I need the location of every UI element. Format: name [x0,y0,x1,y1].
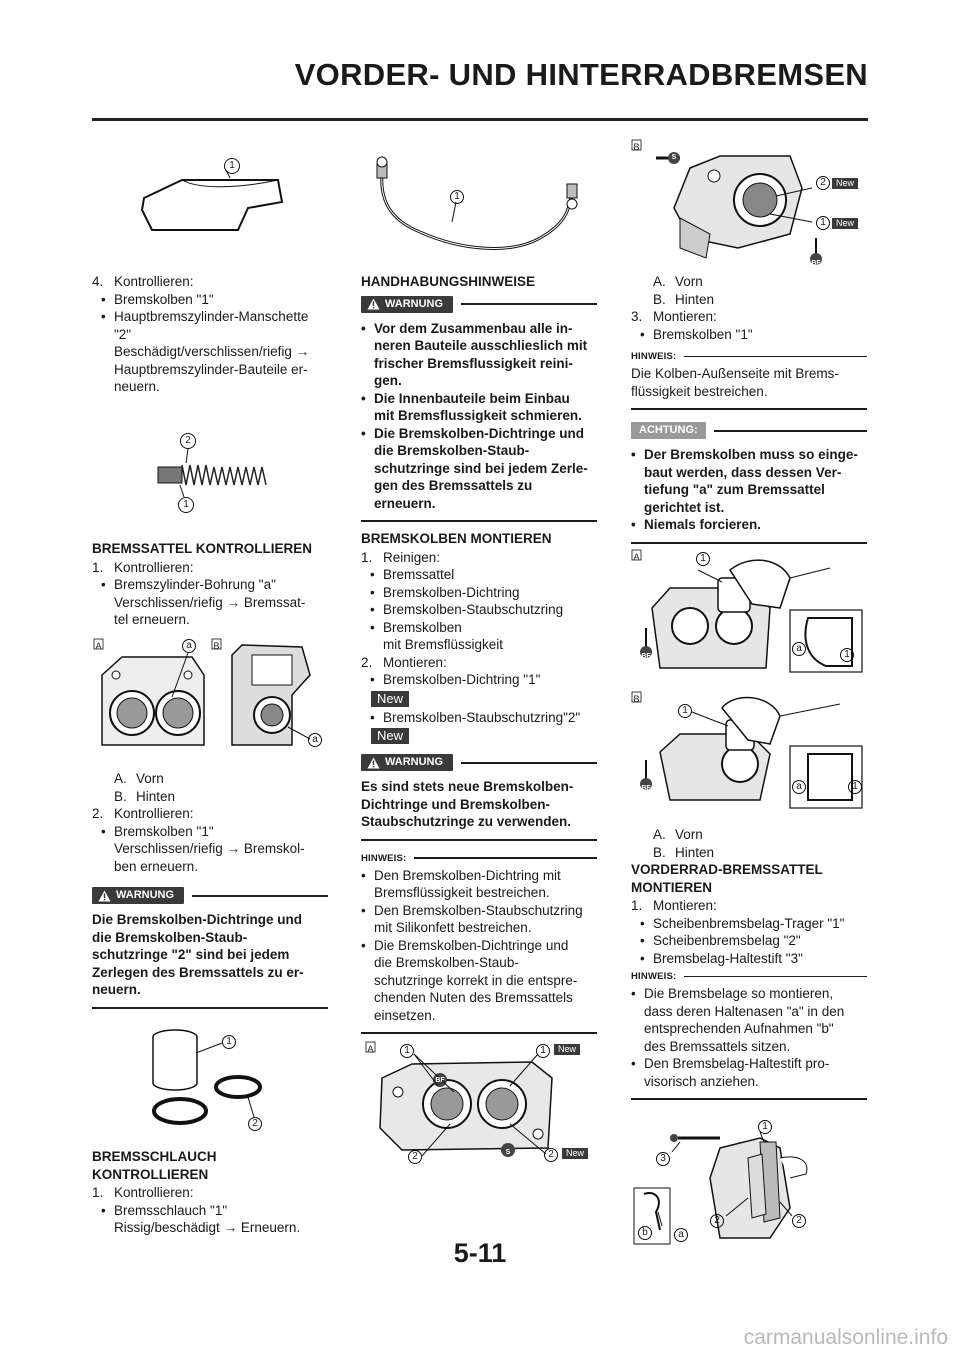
figure-gasket [130,150,310,240]
figure-pad-install: 1 3 2 2 b a [630,1118,870,1248]
warning-label: WARNUNG [92,887,328,904]
caution-label: ACHTUNG: [631,422,867,439]
bf-icon: BF [811,260,821,267]
arrow-icon: → [295,344,310,359]
arrow-icon: → [226,841,241,856]
caliper-check-section: BREMSSATTEL KONTROLLIEREN 1. Kontrollieren: • Bremszylinder-Bohrung "a" Verschlissen/riefig → Bremssat- tel erneuern. [92,540,328,629]
warning-label: WARNUNG [361,754,597,771]
col3-text-bottom: A. Vorn B. Hinten VORDERRAD-BREMSSATTEL MONTIEREN 1. Montieren: • Scheibenbremsbelag-Trager "1" • Scheibenbremsbelag "2" • Bremsbelag-Haltestift "3" HINWEIS: • Die Bremsbelage so montieren, dass deren Haltenasen "a" in den entsprechenden Aufnahmen "b" des Bremssattels sitzen. • Den Bremsbelag-Haltestift pro- visorisch anziehen. [631,826,867,1100]
arrow-icon: → [223,1220,238,1235]
figure-front-caliper-seals: A 1 1 New BF S 2 2 New [362,1038,602,1168]
figure-piston-install-rear: B 1 BF a 1 [630,690,870,810]
warning-label: WARNUNG [361,296,597,313]
callout-2: 2 [180,433,196,449]
figure-piston-rings: 1 2 [140,1025,280,1135]
bf-icon: BF [641,653,651,660]
note-label: HINWEIS: [631,351,867,362]
new-badge: New [371,728,409,744]
section-heading: BREMSSATTEL KONTROLLIEREN [92,541,313,556]
figure-rear-caliper: B S 2 New 1 New BF [630,138,870,273]
s-icon: S [505,1149,511,1156]
figure-piston-spring [150,425,280,515]
callout-1: 1 [178,497,194,513]
new-badge: New [371,691,409,707]
warning-icon [98,890,111,902]
hose-check-section: BREMSSCHLAUCH KONTROLLIEREN 1. Kontrollieren: • Bremsschlauch "1" Rissig/beschädigt → Erneuern. [92,1149,301,1235]
arrow-icon: → [226,594,241,610]
figure-brake-hose: 1 [360,150,600,265]
page-number: 5-11 [453,1238,507,1268]
s-icon: S [668,152,680,164]
watermark: carmanualsonline.info [743,1326,948,1349]
bf-icon: BF [641,785,651,792]
warning-icon [367,757,380,769]
handling-section: HANDHABUNGSHINWEISE WARNUNG • Vor dem Zusammenbau alle in- neren Bauteile ausschlieslich mit frischer Bremsflussigkeit reini- gen. • Die Innenbauteile beim Einbau mit Bremsflussigkeit schmieren. • Die Bremskolben-Dichtringe und die Bremskolben-Staub- schutzringe sind bei jedem Zerle- gen des Bremssattels zu erneuern. BREMSKOLBEN MONTIEREN 1. Reinigen: • Bremssattel • Bremskolben-Dichtring • Bremskolben-Staubschutzring • Bremskolben mit Bremsflüssigkeit 2. Montieren: • Bremskolben-Dichtring "1" New • Bremskolben-Staubschutzring"2" New WARNUNG Es sind stets neue Bremskolben- Dichtringe und Bremskolben- Staubschutzringe zu verwenden. HINWEIS: • Den Bremskolben-Dichtring mit Bremsflüssigkeit bestreichen. • Den Bremskolben-Staubschutzring mit Silikonfett bestreichen. • Die Bremskolben-Dichtringe und die Bremskolben-Staub- schutzringe korrekt in die entspre- chenden Nuten des Bremssattels einsetzen. [361,273,597,1034]
note-label: HINWEIS: [631,971,867,982]
caliper-check-cont: A. Vorn B. Hinten 2. Kontrollieren: • Bremskolben "1" Verschlissen/riefig → Bremskol- ben erneuern. WARNUNG Die Bremskolben-Dichtringe und die Bremskolben-Staub- schutzringe "2" sind bei jedem Zerlegen des Bremssattels zu er- neuern. [92,770,328,1009]
callout-1: 1 [224,158,240,174]
note-label: HINWEIS: [361,853,597,864]
col1-inspect-section: 4. Kontrollieren: • Bremskolben "1" • Hauptbremszylinder-Manschette "2" Beschädigt/verschlissen/riefig → Hauptbremszylinder-Bauteile er- neuern. [92,274,310,394]
callout-a: a [182,639,196,653]
figure-piston-install-front: A 1 BF a 1 [630,548,870,678]
header-rule [92,118,868,121]
figure-caliper-bores: A B a a [92,635,332,760]
col3-text-top: A. Vorn B. Hinten 3. Montieren: • Bremskolben "1" HINWEIS: Die Kolben-Außenseite mit Brems- flüssigkeit bestreichen. ACHTUNG: • Der Bremskolben muss so einge- baut werden, dass dessen Ver- tiefung "a" zum Bremssattel gerichtet ist. • Niemals forcieren. [631,273,867,544]
callout-a: a [308,733,322,747]
bf-icon: BF [435,1077,445,1084]
page-title: VORDER- UND HINTERRADBREMSEN [294,57,868,92]
warning-icon [367,298,380,310]
